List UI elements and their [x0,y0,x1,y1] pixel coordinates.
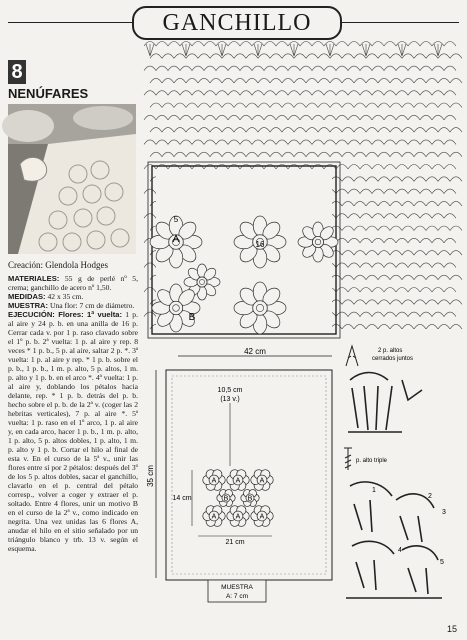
section-title: GANCHILLO [162,9,312,36]
execution-text: 1 p. al aire y 24 p. b. en una anilla de 16 p. Cerrar cada v. por 1 p. raso clavado sobre el 1º p. b. 2ª vuelta: 1 p. al aire y rep. 8 veces * 1 p. b., 5 p. al aire, saltar 2 p. *. 3ª vuelta: 1 p. al aire y rep. * 1 p. b. sobre el p. b., 1 p. b., 1 m. p. alto, 5 p. altos, 1 m. p. alto y 1 p. b. en el arco *. 4ª vuelta: 1 p. al aire y, doblando los pétalos hacia delante, rep. * 1 p. b. detrás del p. b. hecho sobre el p. b. de la 2ª v. (coger las 2 hebritas verticales), 7 p. al aire *. 5ª vuelta: 1 p. raso en el 1º arco, 1 p. al aire y, en cada arco, hacer 1 p. b., 1 m. p. alto, 1 p. alto, 5 p. altos dobles, 1 p. alto, 1 m. p. alto y 1 p. b. Cortar el hilo al final de esta v. En el curso de la 5ª v., unir las flores entre sí por 2 pétalos: después del 3º de los 5 p. altos dobles, sacar el ganchillo, clavarlo en el p. central del pétalo corresp., volver a coger y extraer el p. soltado. Entre 4 flores, unir un motivo B en el curso de la 2ª v., como indicado en negrita. Una vez unidas las 6 flores A, anudar el hilo en el sitio señalado por un triángulo blanco y trb. 13 v. según el esquema. [8,310,138,553]
instructions-text [8,274,138,553]
chart-flower-a-2 [152,284,200,332]
schematic-height-label: 35 cm [146,465,155,487]
schematic-motif-top-0 [203,470,225,491]
schematic-motif-bottom-0-label: A [211,513,217,521]
schematic-motif-mid-1-label: B [247,495,253,503]
step-number-4: 4 [398,547,402,554]
pattern-number: 8 [8,60,26,84]
chart-flower-a-3 [234,282,286,334]
chart-flower-b-label-1: B [188,312,196,323]
materials-text: 55 g de perlé nº 5, crema; ganchillo de acero nº 1,50. [8,274,138,292]
step-number-3: 3 [442,509,446,516]
chart-flower-a-4 [298,222,338,262]
pattern-title: NENÚFARES [8,86,89,101]
triple-stitch-symbol [344,448,352,470]
schematic-outline [166,370,332,580]
schematic-inner-top-label: 10,5 cm [217,387,243,394]
sample-label: MUESTRA: [8,301,49,310]
designer-credit: Creación: Glendola Hodges [8,260,108,270]
closed-stitch-label-1: 2 p. altos [378,348,403,354]
stitch-legend [342,340,460,610]
sample-text: Una flor: 7 cm de diámetro. [49,301,135,310]
schematic-inner-bottom-label: 21 cm [225,539,245,546]
step-number-5: 5 [440,559,444,566]
schematic-width-label: 42 cm [244,347,266,356]
sample-box-value: A: 7 cm [225,593,249,600]
schematic-motif-mid-0-label: B [223,495,229,503]
pattern-instructions [8,42,136,614]
schematic-motif-bottom-2-label: A [259,513,265,521]
schematic-motif-top-1-label: A [235,477,241,485]
sample-box-title: MUESTRA [221,584,253,591]
schematic-motif-top-2-label: A [259,477,265,485]
measures-label: MEDIDAS: [8,292,46,301]
section-header [132,6,342,40]
closed-stitch-illustration [348,373,422,433]
size-schematic [146,347,340,608]
chart-flower-a-label-1: A [172,234,180,245]
schematic-motif-top-0-label: A [211,477,217,485]
photo-illustration [8,104,136,254]
closed-stitch-symbol [346,346,358,366]
schematic-motif-bottom-0 [203,506,225,527]
page-number: 15 [446,624,457,634]
schematic-motif-bottom-2 [251,506,273,527]
schematic-motif-bottom-1 [227,506,249,527]
crochet-chart [142,42,460,342]
closed-stitch-label-2: cerrados juntos [372,356,414,362]
schematic-motif-top-1 [227,470,249,491]
triple-stitch-label: p. alto triple [356,458,388,464]
execution-label: EJECUCIÓN: Flores: 1ª vuelta: [8,310,123,319]
schematic-motif-bottom-1-label: A [235,513,241,521]
chart-row-number: 5 [173,215,179,224]
project-photo [8,104,136,254]
chart-center-number: 16 [255,240,265,249]
step-number-1: 1 [372,487,376,494]
schematic-inner-top-rows: (13 v.) [220,396,240,403]
schematic-motif-mid-1 [241,490,259,507]
schematic-motif-top-2 [251,470,273,491]
measures-text: 42 x 35 cm. [47,292,84,301]
materials-label: MATERIALES: [8,274,60,283]
step-number-2: 2 [428,493,432,500]
schematic-motifs [203,470,273,527]
schematic-inner-left-label: 14 cm [172,495,192,502]
schematic-motif-mid-0 [217,490,235,507]
